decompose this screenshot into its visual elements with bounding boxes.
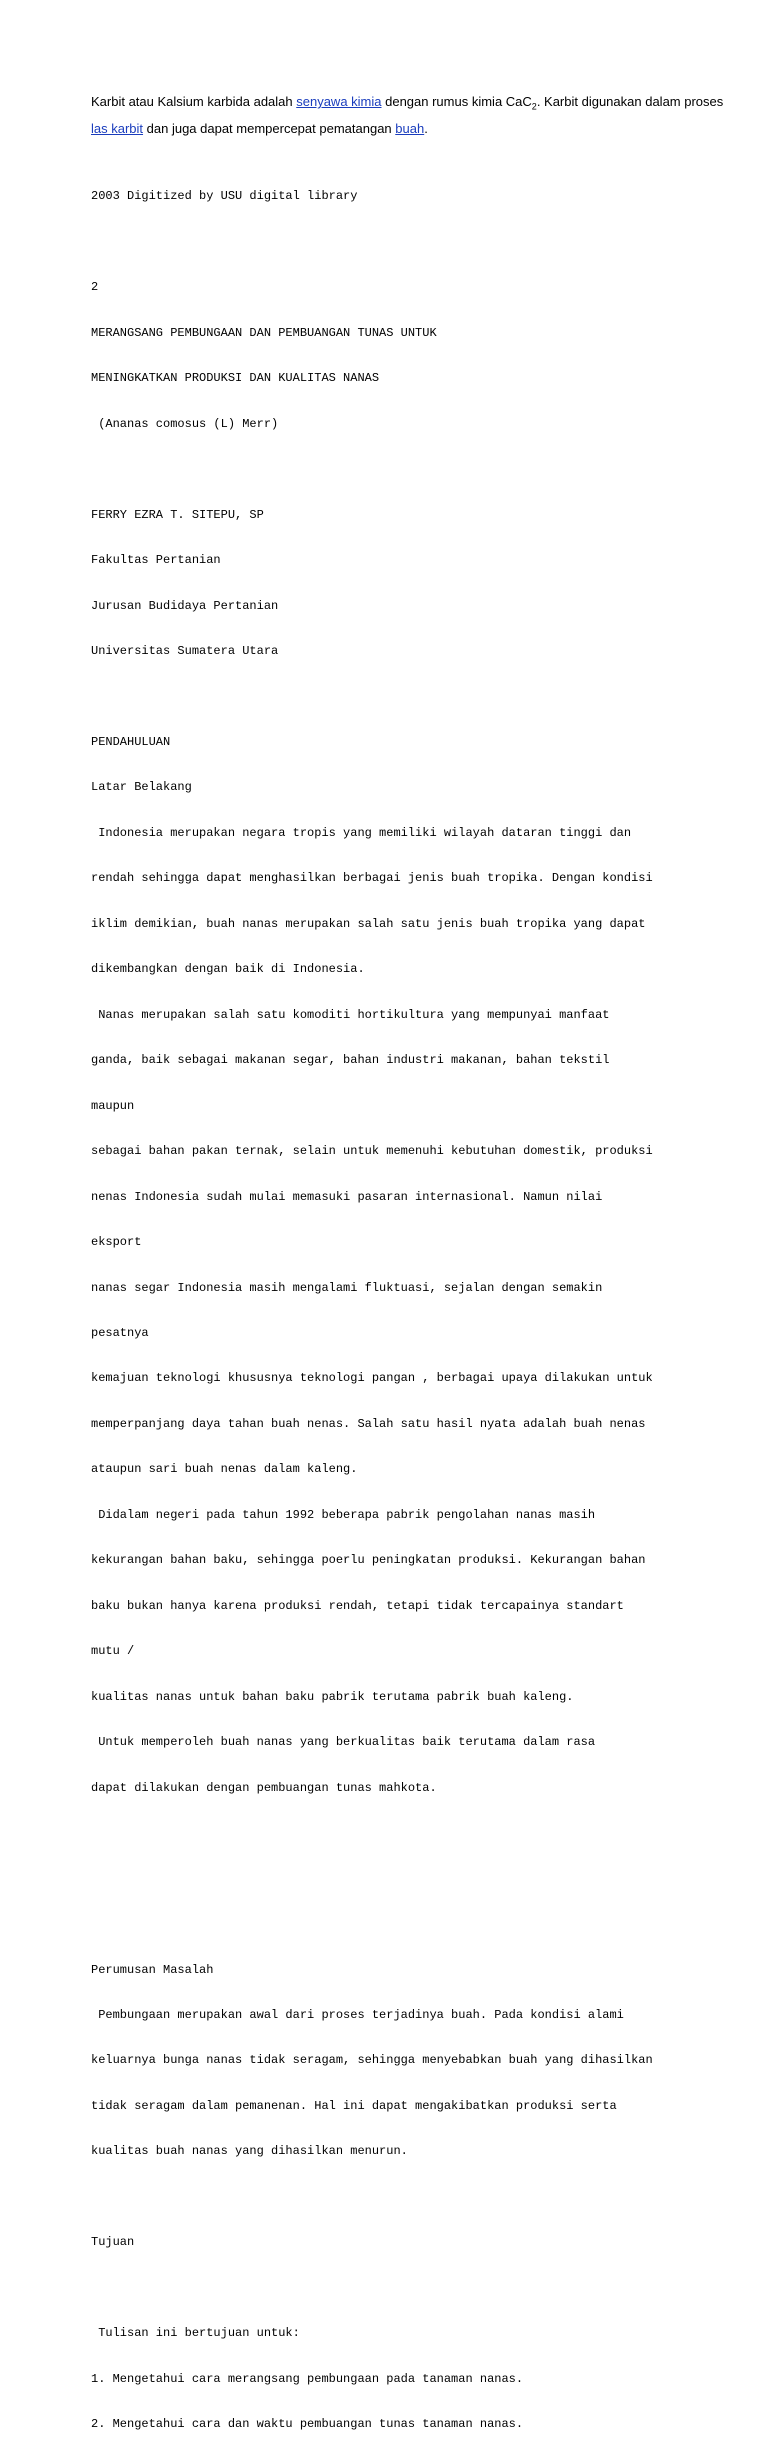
doc-line: Didalam negeri pada tahun 1992 beberapa pabrik pengolahan nanas masih [91,1507,596,1522]
doc-line: Tulisan ini bertujuan untuk: [91,2326,300,2341]
doc-line: Fakultas Pertanian [91,553,221,568]
doc-line: nanas segar Indonesia masih mengalami fluktuasi, sejalan dengan semakin [91,1280,603,1295]
doc-line: sebagai bahan pakan ternak, selain untuk memenuhi kebutuhan domestik, produksi [91,1144,653,1159]
intro-text-1: Karbit atau Kalsium karbida adalah [91,94,297,109]
doc-line: baku bukan hanya karena produksi rendah, tetapi tidak tercapainya standart [91,1598,624,1613]
doc-line: ganda, baik sebagai makanan segar, bahan industri makanan, bahan tekstil [91,1053,610,1068]
doc-line: Nanas merupakan salah satu komoditi hortikultura yang mempunyai manfaat [91,1007,610,1022]
doc-line: (Ananas comosus (L) Merr) [91,416,279,431]
doc-line [91,1826,731,1841]
intro-text-4: dan juga dapat mempercepat pematangan [143,120,396,136]
doc-line [91,689,731,704]
doc-line: Indonesia merupakan negara tropis yang memiliki wilayah dataran tinggi dan [91,825,632,840]
doc-line: 2 [91,280,99,295]
doc-line: dapat dilakukan dengan pembuangan tunas mahkota. [91,1780,437,1795]
link-buah[interactable]: buah [395,120,425,136]
doc-line: MENINGKATKAN PRODUKSI DAN KUALITAS NANAS [91,371,380,386]
doc-line: nenas Indonesia sudah mulai memasuki pasaran internasional. Namun nilai [91,1189,603,1204]
document-body [91,159,731,2463]
doc-line: maupun [91,1098,135,1113]
doc-line: PENDAHULUAN [91,734,171,749]
doc-line [91,462,731,477]
link-las-karbit[interactable]: las karbit [91,120,144,136]
doc-line: Untuk memperoleh buah nanas yang berkualitas baik terutama dalam rasa [91,1735,596,1750]
doc-line: Tujuan [91,2235,135,2250]
doc-line: keluarnya bunga nanas tidak seragam, sehingga menyebabkan buah yang dihasilkan [91,2053,653,2068]
doc-line: kualitas buah nanas yang dihasilkan menurun. [91,2144,408,2159]
intro-paragraph [91,91,731,139]
doc-line: tidak seragam dalam pemanenan. Hal ini dapat mengakibatkan produksi serta [91,2098,617,2113]
doc-line: rendah sehingga dapat menghasilkan berbagai jenis buah tropika. Dengan kondisi [91,871,653,886]
doc-line: pesatnya [91,1325,149,1340]
doc-line [91,1917,731,1932]
doc-line: kekurangan bahan baku, sehingga poerlu peningkatan produksi. Kekurangan bahan [91,1553,646,1568]
intro-text-5: . [424,120,428,136]
doc-line: mutu / [91,1644,135,1659]
intro-text-2: dengan rumus kimia CaC [381,94,532,109]
doc-line [91,2190,731,2205]
doc-line [91,2281,731,2296]
doc-line: 1. Mengetahui cara merangsang pembungaan pada tanaman nanas. [91,2371,524,2386]
doc-line: eksport [91,1235,142,1250]
intro-subscript: 2 [531,101,537,112]
doc-line: FERRY EZRA T. SITEPU, SP [91,507,264,522]
doc-line [91,235,731,250]
doc-line: Jurusan Budidaya Pertanian [91,598,279,613]
doc-line: 2003 Digitized by USU digital library [91,189,358,204]
doc-line: 2. Mengetahui cara dan waktu pembuangan tunas tanaman nanas. [91,2417,524,2432]
doc-line: memperpanjang daya tahan buah nenas. Salah satu hasil nyata adalah buah nenas [91,1416,646,1431]
doc-line: Latar Belakang [91,780,192,795]
doc-line: dikembangkan dengan baik di Indonesia. [91,962,365,977]
doc-line: Universitas Sumatera Utara [91,643,279,658]
doc-line: Perumusan Masalah [91,1962,214,1977]
doc-line: iklim demikian, buah nanas merupakan salah satu jenis buah tropika yang dapat [91,916,646,931]
doc-line [91,1872,731,1887]
doc-line: ataupun sari buah nenas dalam kaleng. [91,1462,358,1477]
doc-line: Pembungaan merupakan awal dari proses terjadinya buah. Pada kondisi alami [91,2007,624,2022]
doc-line: MERANGSANG PEMBUNGAAN DAN PEMBUANGAN TUNAS UNTUK [91,325,437,340]
doc-line: kualitas nanas untuk bahan baku pabrik terutama pabrik buah kaleng. [91,1689,574,1704]
doc-line: kemajuan teknologi khususnya teknologi pangan , berbagai upaya dilakukan untuk [91,1371,653,1386]
intro-text-3: . Karbit digunakan dalam proses [536,94,724,109]
link-senyawa-kimia[interactable]: senyawa kimia [296,94,382,109]
